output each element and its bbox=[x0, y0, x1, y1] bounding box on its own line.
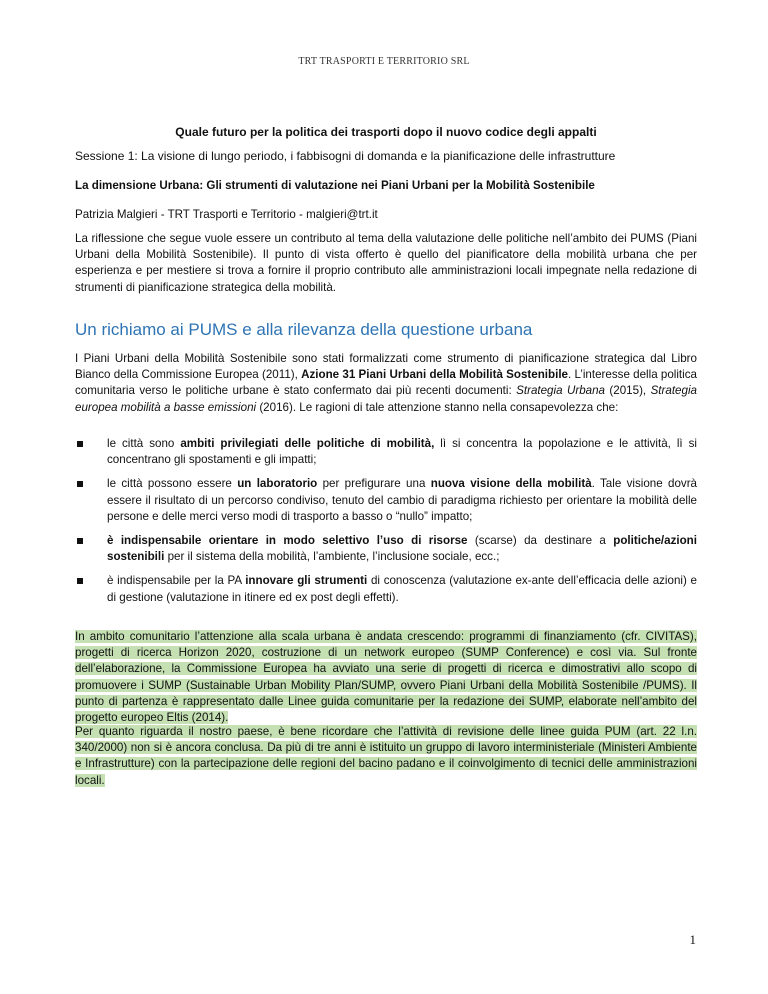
square-bullet-icon bbox=[77, 481, 83, 487]
document-title: Quale futuro per la politica dei trasporti dopo il nuovo codice degli appalti bbox=[175, 125, 597, 139]
square-bullet-icon bbox=[77, 538, 83, 544]
author-line: Patrizia Malgieri - TRT Trasporti e Territorio - malgieri@trt.it bbox=[75, 208, 378, 221]
highlighted-paragraph: In ambito comunitario l’attenzione alla scala urbana è andata crescendo: programmi di finanziamento (cfr. CIVITAS), progetti di ricerca Horizon 2020, costruzione di un network europeo (SUMP Conference) e così via. Sul fronte dell’elaborazione, la Commissione Europea ha avviato una serie di progetti di ricerca e dimostrativi allo scopo di promuovere i SUMP (Sustainable Urban Mobility Plan/SUMP, ovvero Piani Urbani della Mobilità Sostenibile /PUMS). Il punto di partenza è rappresentato dalle Linee guida comunitarie per la redazione dei SUMP, elaborate nell’ambito del progetto europeo Eltis (2014). bbox=[75, 630, 697, 725]
page-number: 1 bbox=[689, 932, 696, 947]
section-heading: Un richiamo ai PUMS e alla rilevanza della questione urbana bbox=[75, 320, 533, 339]
reasons-list bbox=[75, 436, 697, 614]
list-item: le città sono ambiti privilegiati delle politiche di mobilità, lì si concentra la popolazione e le attività, lì si concentrano gli spostamenti e gli impatti; bbox=[75, 436, 697, 468]
section-paragraph: I Piani Urbani della Mobilità Sostenibile sono stati formalizzati come strumento di pianificazione strategica dal Libro Bianco della Commissione Europea (2011), Azione 31 Piani Urbani della Mobilità Sostenibile. L’interesse della politica comunitaria verso le politiche urbane è stato confermato dai più recenti documenti: Strategia Urbana (2015), Strategia europea mobilità a basse emissioni (2016). Le ragioni di tale attenzione stanno nella consapevolezza che: bbox=[75, 352, 697, 414]
highlighted-paragraph: Per quanto riguarda il nostro paese, è bene ricordare che l’attività di revisione delle linee guida PUM (art. 22 l.n. 340/2000) non si è ancora conclusa. Da più di tre anni è istituito un gruppo di lavoro interministeriale (Ministeri Ambiente e Infrastrutture) con la partecipazione delle regioni del bacino padano e il coinvolgimento di tecnici delle amministrazioni locali. bbox=[75, 725, 697, 787]
list-item: le città possono essere un laboratorio per prefigurare una nuova visione della mobilità. Tale visione dovrà essere il risultato di un percorso condiviso, tenuto del cambio di paradigma richiesto per orientare la mobilità delle persone e delle merci verso modi di trasporto a basso o “nullo” impatto; bbox=[75, 476, 697, 525]
intro-paragraph: La riflessione che segue vuole essere un contributo al tema della valutazione delle politiche nell’ambito dei PUMS (Piani Urbani della Mobilità Sostenibile). Il punto di vista offerto è quello del pianificatore della mobilità urbana che per esperienza e per mestiere si trova a fornire il proprio contributo alle amministrazioni locali impegnate nella redazione di strumenti di pianificazione strategica della mobilità. bbox=[75, 232, 697, 294]
urban-dimension-title: La dimensione Urbana: Gli strumenti di valutazione nei Piani Urbani per la Mobilità Sostenibile bbox=[75, 179, 595, 192]
session-line: Sessione 1: La visione di lungo periodo, i fabbisogni di domanda e la pianificazione delle infrastrutture bbox=[75, 149, 616, 163]
running-header: TRT TRASPORTI E TERRITORIO SRL bbox=[298, 56, 470, 67]
square-bullet-icon bbox=[77, 441, 83, 447]
list-item: è indispensabile per la PA innovare gli strumenti di conoscenza (valutazione ex-ante dell’efficacia delle azioni) e di gestione (valutazione in itinere ed ex post degli effetti). bbox=[75, 573, 697, 605]
square-bullet-icon bbox=[77, 578, 83, 584]
list-item: è indispensabile orientare in modo selettivo l’uso di risorse (scarse) da destinare a politiche/azioni sostenibili per il sistema della mobilità, l’ambiente, l’inclusione sociale, ecc.; bbox=[75, 533, 697, 565]
